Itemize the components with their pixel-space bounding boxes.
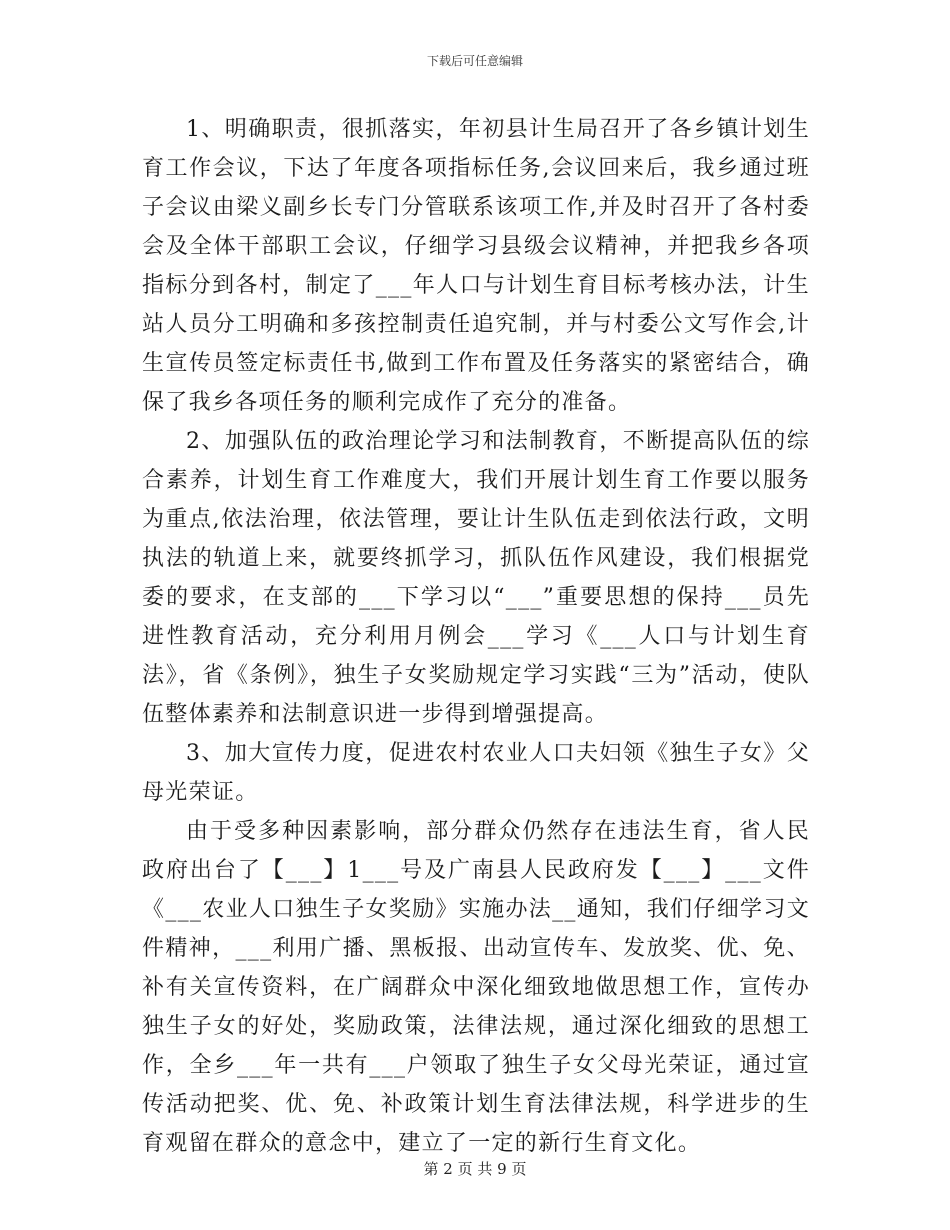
paragraph-1: 1、明确职责，很抓落实，年初县计生局召开了各乡镇计划生育工作会议，下达了年度各项指标任务,会议回来后，我乡通过班子会议由梁义副乡长专门分管联系该项工作,并及时召开了各村委会及全体干部职工会议，仔细学习县级会议精神，并把我乡各项指标分到各村，制定了___年人口与计划生育目标考核办法，计生站人员分工明确和多孩控制责任追究制，并与村委公文写作会,计生宣传员签定标责任书,做到工作布置及任务落实的紧密结合，确保了我乡各项任务的顺利完成作了充分的准备。 bbox=[142, 117, 810, 415]
paragraph-2: 2、加强队伍的政治理论学习和法制教育，不断提高队伍的综合素养，计划生育工作难度大，我们开展计划生育工作要以服务为重点,依法治理，依法管理，要让计生队伍走到依法行政，文明执法的轨道上来，就要终抓学习，抓队伍作风建设，我们根据党委的要求，在支部的___下学习以“___”重要思想的保持___员先进性教育活动，充分利用月例会___学习《___人口与计划生育法》，省《条例》，独生子女奖励规定学习实践“三为”活动，使队伍整体素养和法制意识进一步得到增强提高。 bbox=[142, 429, 810, 727]
page-header: 下载后可任意编辑 bbox=[426, 54, 523, 68]
document-body bbox=[142, 110, 810, 1163]
page-footer: 第 2 页 共 9 页 bbox=[423, 1160, 527, 1178]
paragraph-4: 由于受多种因素影响，部分群众仍然存在违法生育，省人民政府出台了【___】1___号及广南县人民政府发【___】___文件《___农业人口独生子女奖励》实施办法__通知，我们仔细学习文件精神，___利用广播、黑板报、出动宣传车、发放奖、优、免、补有关宣传资料，在广阔群众中深化细致地做思想工作，宣传办独生子女的好处，奖励政策，法律法规，通过深化细致的思想工作，全乡___年一共有___户领取了独生子女父母光荣证，通过宣传活动把奖、优、免、补政策计划生育法律法规，科学进步的生育观留在群众的意念中，建立了一定的新行生育文化。 bbox=[142, 819, 810, 1156]
paragraph-3: 3、加大宣传力度，促进农村农业人口夫妇领《独生子女》父母光荣证。 bbox=[142, 741, 810, 805]
